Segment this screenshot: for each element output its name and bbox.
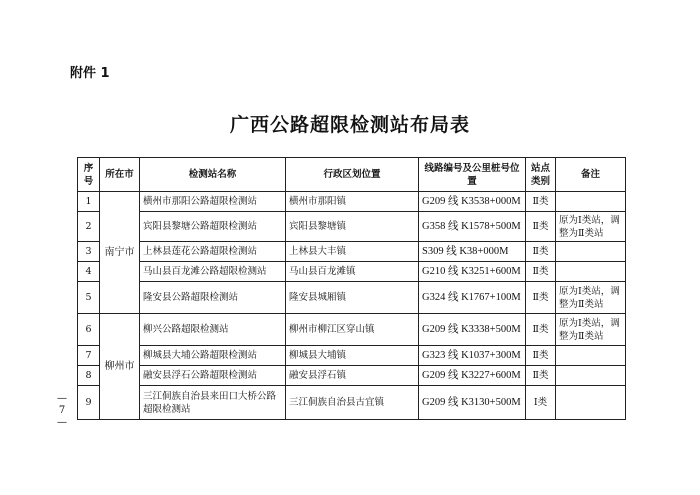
header-seq: 序号: [78, 158, 100, 192]
header-station: 检测站名称: [140, 158, 286, 192]
cell-city-liuzhou: 柳州市: [100, 314, 140, 420]
cell-admin: 三江侗族自治县古宜镇: [286, 386, 419, 420]
cell-admin: 宾阳县黎塘镇: [286, 212, 419, 242]
cell-remark: [556, 262, 626, 282]
cell-city-nanning: 南宁市: [100, 192, 140, 314]
cell-category: Ⅱ类: [526, 282, 556, 314]
cell-station: 上林县莲花公路超限检测站: [140, 242, 286, 262]
cell-admin: 柳州市柳江区穿山镇: [286, 314, 419, 346]
table-header-row: [78, 158, 626, 192]
cell-road: G210 线 K3251+600M: [419, 262, 526, 282]
cell-seq: 2: [78, 212, 100, 242]
table-row: [78, 282, 626, 314]
cell-road: G209 线 K3227+600M: [419, 366, 526, 386]
table-row: [78, 192, 626, 212]
table-row: [78, 366, 626, 386]
cell-admin: 柳城县大埔镇: [286, 346, 419, 366]
cell-remark: 原为Ⅰ类站，调整为Ⅱ类站: [556, 212, 626, 242]
cell-station: 隆安县公路超限检测站: [140, 282, 286, 314]
cell-seq: 5: [78, 282, 100, 314]
cell-remark: [556, 386, 626, 420]
page-number: — 7 —: [57, 393, 67, 428]
cell-category: Ⅱ类: [526, 242, 556, 262]
cell-station: 融安县浮石公路超限检测站: [140, 366, 286, 386]
cell-road: G209 线 K3538+000M: [419, 192, 526, 212]
cell-category: Ⅱ类: [526, 346, 556, 366]
cell-seq: 4: [78, 262, 100, 282]
cell-station: 柳城县大埔公路超限检测站: [140, 346, 286, 366]
cell-admin: 马山县百龙滩镇: [286, 262, 419, 282]
header-city: 所在市: [100, 158, 140, 192]
document-title: 广西公路超限检测站布局表: [229, 114, 470, 136]
cell-seq: 9: [78, 386, 100, 420]
cell-station: 柳兴公路超限检测站: [140, 314, 286, 346]
cell-seq: 8: [78, 366, 100, 386]
cell-admin: 上林县大丰镇: [286, 242, 419, 262]
cell-remark: [556, 192, 626, 212]
table-row: [78, 346, 626, 366]
annex-label: 附件 1: [70, 66, 110, 81]
station-layout-table: [77, 157, 626, 420]
cell-remark: 原为Ⅰ类站，调整为Ⅱ类站: [556, 314, 626, 346]
header-admin: 行政区划位置: [286, 158, 419, 192]
cell-category: Ⅰ类: [526, 386, 556, 420]
cell-admin: 隆安县城厢镇: [286, 282, 419, 314]
header-category: 站点类别: [526, 158, 556, 192]
table-row: [78, 386, 626, 420]
table-row: [78, 242, 626, 262]
cell-station: 横州市那阳公路超限检测站: [140, 192, 286, 212]
cell-remark: [556, 346, 626, 366]
cell-category: Ⅱ类: [526, 366, 556, 386]
header-road: 线路编号及公里桩号位置: [419, 158, 526, 192]
cell-road: S309 线 K38+000M: [419, 242, 526, 262]
cell-station: 三江侗族自治县来田口大桥公路超限检测站: [140, 386, 286, 420]
cell-category: Ⅱ类: [526, 212, 556, 242]
cell-road: G323 线 K1037+300M: [419, 346, 526, 366]
cell-remark: 原为Ⅰ类站，调整为Ⅱ类站: [556, 282, 626, 314]
cell-seq: 6: [78, 314, 100, 346]
cell-station: 马山县百龙滩公路超限检测站: [140, 262, 286, 282]
cell-road: G358 线 K1578+500M: [419, 212, 526, 242]
table-row: [78, 314, 626, 346]
cell-road: G324 线 K1767+100M: [419, 282, 526, 314]
header-remark: 备注: [556, 158, 626, 192]
cell-remark: [556, 366, 626, 386]
cell-category: Ⅱ类: [526, 314, 556, 346]
table-row: [78, 212, 626, 242]
cell-remark: [556, 242, 626, 262]
cell-seq: 7: [78, 346, 100, 366]
cell-road: G209 线 K3338+500M: [419, 314, 526, 346]
cell-admin: 横州市那阳镇: [286, 192, 419, 212]
cell-seq: 1: [78, 192, 100, 212]
cell-station: 宾阳县黎塘公路超限检测站: [140, 212, 286, 242]
cell-category: Ⅱ类: [526, 262, 556, 282]
cell-seq: 3: [78, 242, 100, 262]
cell-road: G209 线 K3130+500M: [419, 386, 526, 420]
cell-admin: 融安县浮石镇: [286, 366, 419, 386]
table-row: [78, 262, 626, 282]
cell-category: Ⅱ类: [526, 192, 556, 212]
